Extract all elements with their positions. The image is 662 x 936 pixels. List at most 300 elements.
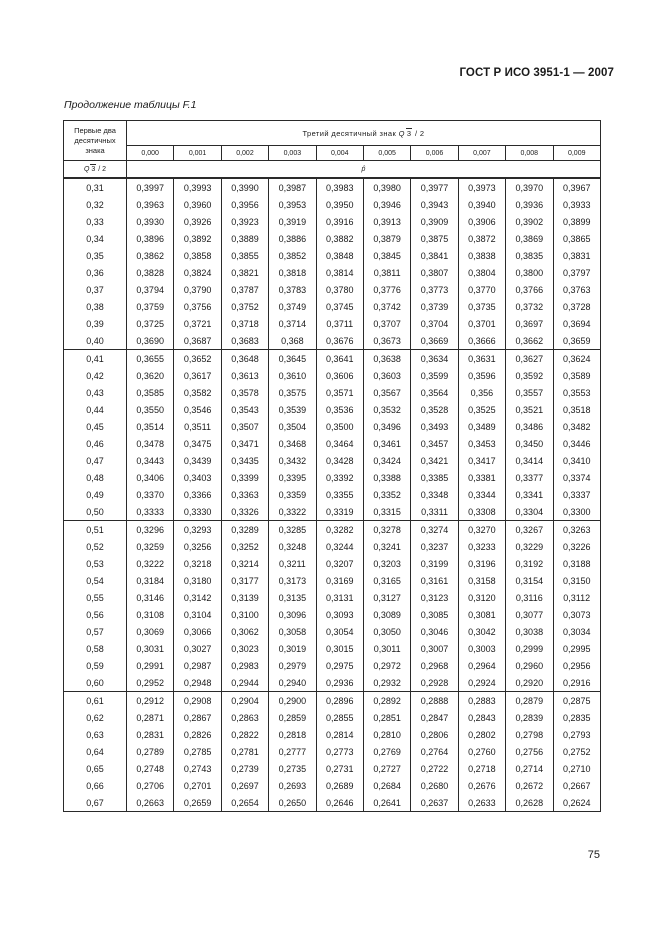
- table-cell: 0,3244: [316, 538, 363, 555]
- table-cell: 0,2892: [363, 692, 410, 710]
- table-cell: 0,3811: [363, 264, 410, 281]
- table-row: [64, 178, 601, 196]
- table-cell: 0,3081: [458, 606, 505, 623]
- table-cell: 0,3007: [411, 640, 458, 657]
- row-key: 0,47: [64, 452, 127, 469]
- table-cell: 0,3326: [221, 503, 268, 521]
- table-cell: 0,3973: [458, 178, 505, 196]
- table-cell: 0,3031: [127, 640, 174, 657]
- table-row: [64, 623, 601, 640]
- table-row: [64, 572, 601, 589]
- table-cell: 0,2920: [506, 674, 553, 692]
- table-cell: 0,3471: [221, 435, 268, 452]
- table-cell: 0,3956: [221, 196, 268, 213]
- table-cell: 0,3683: [221, 332, 268, 350]
- table-cell: 0,3776: [363, 281, 410, 298]
- column-header: 0,003: [269, 146, 316, 161]
- table-cell: 0,3417: [458, 452, 505, 469]
- table-cell: 0,2818: [269, 726, 316, 743]
- table-cell: 0,3058: [269, 623, 316, 640]
- table-cell: 0,3142: [174, 589, 221, 606]
- table-cell: 0,3603: [363, 367, 410, 384]
- table-cell: 0,3704: [411, 315, 458, 332]
- table-cell: 0,3108: [127, 606, 174, 623]
- table-cell: 0,2972: [363, 657, 410, 674]
- table-cell: 0,3909: [411, 213, 458, 230]
- table-cell: 0,3027: [174, 640, 221, 657]
- table-cell: 0,3146: [127, 589, 174, 606]
- table-cell: 0,3943: [411, 196, 458, 213]
- table-cell: 0,3274: [411, 521, 458, 539]
- table-cell: 0,2718: [458, 760, 505, 777]
- table-cell: 0,3766: [506, 281, 553, 298]
- table-cell: 0,3892: [174, 230, 221, 247]
- table-cell: 0,3399: [221, 469, 268, 486]
- table-cell: 0,3207: [316, 555, 363, 572]
- table-row: [64, 709, 601, 726]
- p-hat-symbol: p̂: [127, 161, 601, 179]
- row-key: 0,53: [64, 555, 127, 572]
- table-cell: 0,3395: [269, 469, 316, 486]
- table-cell: 0,2714: [506, 760, 553, 777]
- table-cell: 0,3613: [221, 367, 268, 384]
- table-cell: 0,3970: [506, 178, 553, 196]
- table-cell: 0,2706: [127, 777, 174, 794]
- table-cell: 0,3344: [458, 486, 505, 503]
- table-body: [64, 178, 601, 812]
- table-cell: 0,3787: [221, 281, 268, 298]
- table-cell: 0,3377: [506, 469, 553, 486]
- table-continuation-caption: Продолжение таблицы F.1: [64, 99, 197, 111]
- table-cell: 0,2697: [221, 777, 268, 794]
- table-cell: 0,3697: [506, 315, 553, 332]
- table-cell: 0,2851: [363, 709, 410, 726]
- table-cell: 0,2672: [506, 777, 553, 794]
- table-cell: 0,3077: [506, 606, 553, 623]
- table-cell: 0,3865: [553, 230, 600, 247]
- table-cell: 0,2968: [411, 657, 458, 674]
- table-cell: 0,3739: [411, 298, 458, 315]
- table-row: [64, 777, 601, 794]
- table-cell: 0,2710: [553, 760, 600, 777]
- table-cell: 0,3794: [127, 281, 174, 298]
- table-cell: 0,3770: [458, 281, 505, 298]
- table-cell: 0,2624: [553, 794, 600, 812]
- table-cell: 0,2839: [506, 709, 553, 726]
- table-cell: 0,3085: [411, 606, 458, 623]
- table-row: [64, 213, 601, 230]
- table-cell: 0,3038: [506, 623, 553, 640]
- table-cell: 0,3464: [316, 435, 363, 452]
- table-cell: 0,2875: [553, 692, 600, 710]
- left-divisor-symbol: / 2: [98, 166, 107, 173]
- table-cell: 0,3906: [458, 213, 505, 230]
- column-header: 0,007: [458, 146, 505, 161]
- table-cell: 0,2760: [458, 743, 505, 760]
- table-cell: 0,3641: [316, 350, 363, 368]
- row-key: 0,62: [64, 709, 127, 726]
- table-cell: 0,3967: [553, 178, 600, 196]
- table-cell: 0,3773: [411, 281, 458, 298]
- table-cell: 0,3446: [553, 435, 600, 452]
- table-cell: 0,3514: [127, 418, 174, 435]
- table-row: [64, 674, 601, 692]
- table-row: [64, 264, 601, 281]
- table-cell: 0,2667: [553, 777, 600, 794]
- table-cell: 0,3333: [127, 503, 174, 521]
- table-cell: 0,3222: [127, 555, 174, 572]
- table-cell: 0,3582: [174, 384, 221, 401]
- table-cell: 0,3196: [458, 555, 505, 572]
- table-cell: 0,3100: [221, 606, 268, 623]
- column-header-row: [64, 146, 601, 161]
- table-cell: 0,3089: [363, 606, 410, 623]
- table-cell: 0,3797: [553, 264, 600, 281]
- table-cell: 0,3913: [363, 213, 410, 230]
- table-row: [64, 606, 601, 623]
- table-cell: 0,3732: [506, 298, 553, 315]
- table-cell: 0,3557: [506, 384, 553, 401]
- table-cell: 0,3752: [221, 298, 268, 315]
- row-key: 0,39: [64, 315, 127, 332]
- table-row: [64, 332, 601, 350]
- table-cell: 0,3050: [363, 623, 410, 640]
- left-column-header: Первые два десятичных знака: [64, 121, 127, 161]
- probability-table: [63, 120, 601, 812]
- row-key: 0,50: [64, 503, 127, 521]
- table-cell: 0,3315: [363, 503, 410, 521]
- table-cell: 0,3610: [269, 367, 316, 384]
- table-row: [64, 794, 601, 812]
- table-cell: 0,3728: [553, 298, 600, 315]
- table-cell: 0,3536: [316, 401, 363, 418]
- table-cell: 0,3066: [174, 623, 221, 640]
- table-cell: 0,3496: [363, 418, 410, 435]
- table-cell: 0,3278: [363, 521, 410, 539]
- table-cell: 0,2663: [127, 794, 174, 812]
- table-cell: 0,3374: [553, 469, 600, 486]
- table-cell: 0,3150: [553, 572, 600, 589]
- table-cell: 0,3634: [411, 350, 458, 368]
- table-cell: 0,2879: [506, 692, 553, 710]
- table-cell: 0,2637: [411, 794, 458, 812]
- table-cell: 0,3669: [411, 332, 458, 350]
- table-cell: 0,2684: [363, 777, 410, 794]
- table-cell: 0,2999: [506, 640, 553, 657]
- table-cell: 0,2944: [221, 674, 268, 692]
- table-cell: 0,3845: [363, 247, 410, 264]
- table-cell: 0,3158: [458, 572, 505, 589]
- row-key: 0,58: [64, 640, 127, 657]
- table-cell: 0,2936: [316, 674, 363, 692]
- table-cell: 0,3933: [553, 196, 600, 213]
- table-cell: 0,3539: [269, 401, 316, 418]
- table-cell: 0,3926: [174, 213, 221, 230]
- table-cell: 0,3112: [553, 589, 600, 606]
- column-header: 0,005: [363, 146, 410, 161]
- row-key: 0,67: [64, 794, 127, 812]
- table-cell: 0,2810: [363, 726, 410, 743]
- table-cell: 0,3977: [411, 178, 458, 196]
- column-header: 0,009: [553, 146, 600, 161]
- table-cell: 0,2743: [174, 760, 221, 777]
- table-cell: 0,2956: [553, 657, 600, 674]
- table-cell: 0,3282: [316, 521, 363, 539]
- table-cell: 0,3023: [221, 640, 268, 657]
- table-cell: 0,3453: [458, 435, 505, 452]
- table-row: [64, 555, 601, 572]
- row-key: 0,40: [64, 332, 127, 350]
- table-cell: 0,3165: [363, 572, 410, 589]
- table-cell: 0,3330: [174, 503, 221, 521]
- table-cell: 0,3341: [506, 486, 553, 503]
- row-key: 0,43: [64, 384, 127, 401]
- table-cell: 0,3662: [506, 332, 553, 350]
- table-cell: 0,2689: [316, 777, 363, 794]
- table-cell: 0,3564: [411, 384, 458, 401]
- column-header: 0,002: [221, 146, 268, 161]
- divisor-symbol: / 2: [414, 129, 425, 138]
- table-cell: 0,3620: [127, 367, 174, 384]
- table-cell: 0,2952: [127, 674, 174, 692]
- row-key: 0,41: [64, 350, 127, 368]
- table-cell: 0,3606: [316, 367, 363, 384]
- table-row: [64, 401, 601, 418]
- table-cell: 0,3443: [127, 452, 174, 469]
- table-cell: 0,3627: [506, 350, 553, 368]
- table-cell: 0,3203: [363, 555, 410, 572]
- table-cell: 0,2735: [269, 760, 316, 777]
- table-cell: 0,3406: [127, 469, 174, 486]
- table-cell: 0,2904: [221, 692, 268, 710]
- table-cell: 0,3835: [506, 247, 553, 264]
- table-row: [64, 469, 601, 486]
- table-cell: 0,3285: [269, 521, 316, 539]
- column-header: 0,001: [174, 146, 221, 161]
- table-cell: 0,3673: [363, 332, 410, 350]
- row-key: 0,64: [64, 743, 127, 760]
- table-cell: 0,2900: [269, 692, 316, 710]
- table-cell: 0,3073: [553, 606, 600, 623]
- table-row: [64, 657, 601, 674]
- table-cell: 0,3188: [553, 555, 600, 572]
- table-cell: 0,3154: [506, 572, 553, 589]
- table-cell: 0,3062: [221, 623, 268, 640]
- row-key: 0,56: [64, 606, 127, 623]
- table-cell: 0,2940: [269, 674, 316, 692]
- table-cell: 0,3742: [363, 298, 410, 315]
- table-cell: 0,3550: [127, 401, 174, 418]
- table-cell: 0,3930: [127, 213, 174, 230]
- table-cell: 0,3655: [127, 350, 174, 368]
- table-cell: 0,3352: [363, 486, 410, 503]
- row-key: 0,36: [64, 264, 127, 281]
- table-cell: 0,3385: [411, 469, 458, 486]
- table-cell: 0,2822: [221, 726, 268, 743]
- table-cell: 0,3069: [127, 623, 174, 640]
- table-cell: 0,3482: [553, 418, 600, 435]
- table-cell: 0,3263: [553, 521, 600, 539]
- table-cell: 0,2975: [316, 657, 363, 674]
- table-cell: 0,3841: [411, 247, 458, 264]
- table-cell: 0,3439: [174, 452, 221, 469]
- table-cell: 0,3953: [269, 196, 316, 213]
- table-row: [64, 760, 601, 777]
- table-cell: 0,3902: [506, 213, 553, 230]
- table-cell: 0,3363: [221, 486, 268, 503]
- table-cell: 0,2859: [269, 709, 316, 726]
- table-cell: 0,3180: [174, 572, 221, 589]
- table-cell: 0,3392: [316, 469, 363, 486]
- table-cell: 0,3993: [174, 178, 221, 196]
- table-cell: 0,2932: [363, 674, 410, 692]
- row-key: 0,37: [64, 281, 127, 298]
- column-header: 0,006: [411, 146, 458, 161]
- table-cell: 0,2928: [411, 674, 458, 692]
- table-cell: 0,2781: [221, 743, 268, 760]
- symbol-row: [64, 161, 601, 179]
- table-cell: 0,3173: [269, 572, 316, 589]
- table-cell: 0,2883: [458, 692, 505, 710]
- table-cell: 0,3525: [458, 401, 505, 418]
- table-cell: 0,3355: [316, 486, 363, 503]
- table-cell: 0,3818: [269, 264, 316, 281]
- table-cell: 0,3919: [269, 213, 316, 230]
- table-cell: 0,3899: [553, 213, 600, 230]
- table-cell: 0,3135: [269, 589, 316, 606]
- row-key: 0,48: [64, 469, 127, 486]
- table-cell: 0,3381: [458, 469, 505, 486]
- table-cell: 0,3233: [458, 538, 505, 555]
- table-cell: 0,3486: [506, 418, 553, 435]
- table-cell: 0,3267: [506, 521, 553, 539]
- table-cell: 0,2896: [316, 692, 363, 710]
- table-cell: 0,2802: [458, 726, 505, 743]
- table-row: [64, 743, 601, 760]
- table-cell: 0,3214: [221, 555, 268, 572]
- table-cell: 0,2983: [221, 657, 268, 674]
- table-cell: 0,3645: [269, 350, 316, 368]
- table-cell: 0,2722: [411, 760, 458, 777]
- table-cell: 0,3432: [269, 452, 316, 469]
- row-key: 0,51: [64, 521, 127, 539]
- table-row: [64, 230, 601, 247]
- table-cell: 0,2847: [411, 709, 458, 726]
- table-cell: 0,3116: [506, 589, 553, 606]
- table-cell: 0,3322: [269, 503, 316, 521]
- table-cell: 0,3592: [506, 367, 553, 384]
- table-cell: 0,3511: [174, 418, 221, 435]
- table-cell: 0,3015: [316, 640, 363, 657]
- table-row: [64, 418, 601, 435]
- table-cell: 0,2798: [506, 726, 553, 743]
- table-cell: 0,3790: [174, 281, 221, 298]
- table-cell: 0,3940: [458, 196, 505, 213]
- table-row: [64, 521, 601, 539]
- table-cell: 0,3869: [506, 230, 553, 247]
- table-cell: 0,3296: [127, 521, 174, 539]
- table-cell: 0,3507: [221, 418, 268, 435]
- table-cell: 0,3475: [174, 435, 221, 452]
- table-cell: 0,3666: [458, 332, 505, 350]
- table-cell: 0,3875: [411, 230, 458, 247]
- table-cell: 0,3370: [127, 486, 174, 503]
- table-cell: 0,3504: [269, 418, 316, 435]
- table-cell: 0,3521: [506, 401, 553, 418]
- row-key: 0,66: [64, 777, 127, 794]
- table-cell: 0,3034: [553, 623, 600, 640]
- table-cell: 0,2659: [174, 794, 221, 812]
- table-cell: 0,2888: [411, 692, 458, 710]
- table-cell: 0,2948: [174, 674, 221, 692]
- table-cell: 0,3319: [316, 503, 363, 521]
- table-cell: 0,3218: [174, 555, 221, 572]
- table-cell: 0,3131: [316, 589, 363, 606]
- table-row: [64, 350, 601, 368]
- table-cell: 0,3711: [316, 315, 363, 332]
- table-cell: 0,3403: [174, 469, 221, 486]
- table-cell: 0,3461: [363, 435, 410, 452]
- document-standard-header: ГОСТ Р ИСО 3951-1 — 2007: [459, 67, 614, 79]
- table-cell: 0,3848: [316, 247, 363, 264]
- table-cell: 0,2641: [363, 794, 410, 812]
- row-key: 0,63: [64, 726, 127, 743]
- row-key: 0,33: [64, 213, 127, 230]
- table-cell: 0,3019: [269, 640, 316, 657]
- table-cell: 0,3192: [506, 555, 553, 572]
- table-cell: 0,3997: [127, 178, 174, 196]
- third-decimal-header: [127, 121, 601, 146]
- table-cell: 0,3003: [458, 640, 505, 657]
- table-cell: 0,3916: [316, 213, 363, 230]
- table-cell: 0,3858: [174, 247, 221, 264]
- table-cell: 0,2756: [506, 743, 553, 760]
- table-cell: 0,3359: [269, 486, 316, 503]
- table-cell: 0,3011: [363, 640, 410, 657]
- table-cell: 0,3659: [553, 332, 600, 350]
- table-cell: 0,3348: [411, 486, 458, 503]
- table-cell: 0,3694: [553, 315, 600, 332]
- row-key: 0,31: [64, 178, 127, 196]
- table-cell: 0,3414: [506, 452, 553, 469]
- table-cell: 0,3304: [506, 503, 553, 521]
- table-cell: 0,3546: [174, 401, 221, 418]
- table-cell: 0,3428: [316, 452, 363, 469]
- table-cell: 0,3780: [316, 281, 363, 298]
- table-cell: 0,2806: [411, 726, 458, 743]
- table-cell: 0,3457: [411, 435, 458, 452]
- table-cell: 0,2676: [458, 777, 505, 794]
- table-cell: 0,3648: [221, 350, 268, 368]
- table-cell: 0,3763: [553, 281, 600, 298]
- table-cell: 0,3990: [221, 178, 268, 196]
- table-cell: 0,3528: [411, 401, 458, 418]
- table-cell: 0,3120: [458, 589, 505, 606]
- table-cell: 0,3735: [458, 298, 505, 315]
- row-key: 0,61: [64, 692, 127, 710]
- table-cell: 0,3450: [506, 435, 553, 452]
- table-cell: 0,3950: [316, 196, 363, 213]
- column-header: 0,008: [506, 146, 553, 161]
- table-cell: 0,3838: [458, 247, 505, 264]
- table-cell: 0,3638: [363, 350, 410, 368]
- table-cell: 0,3807: [411, 264, 458, 281]
- table-row: [64, 692, 601, 710]
- table-cell: 0,3690: [127, 332, 174, 350]
- table-cell: 0,2863: [221, 709, 268, 726]
- table-cell: 0,3388: [363, 469, 410, 486]
- table-cell: 0,2748: [127, 760, 174, 777]
